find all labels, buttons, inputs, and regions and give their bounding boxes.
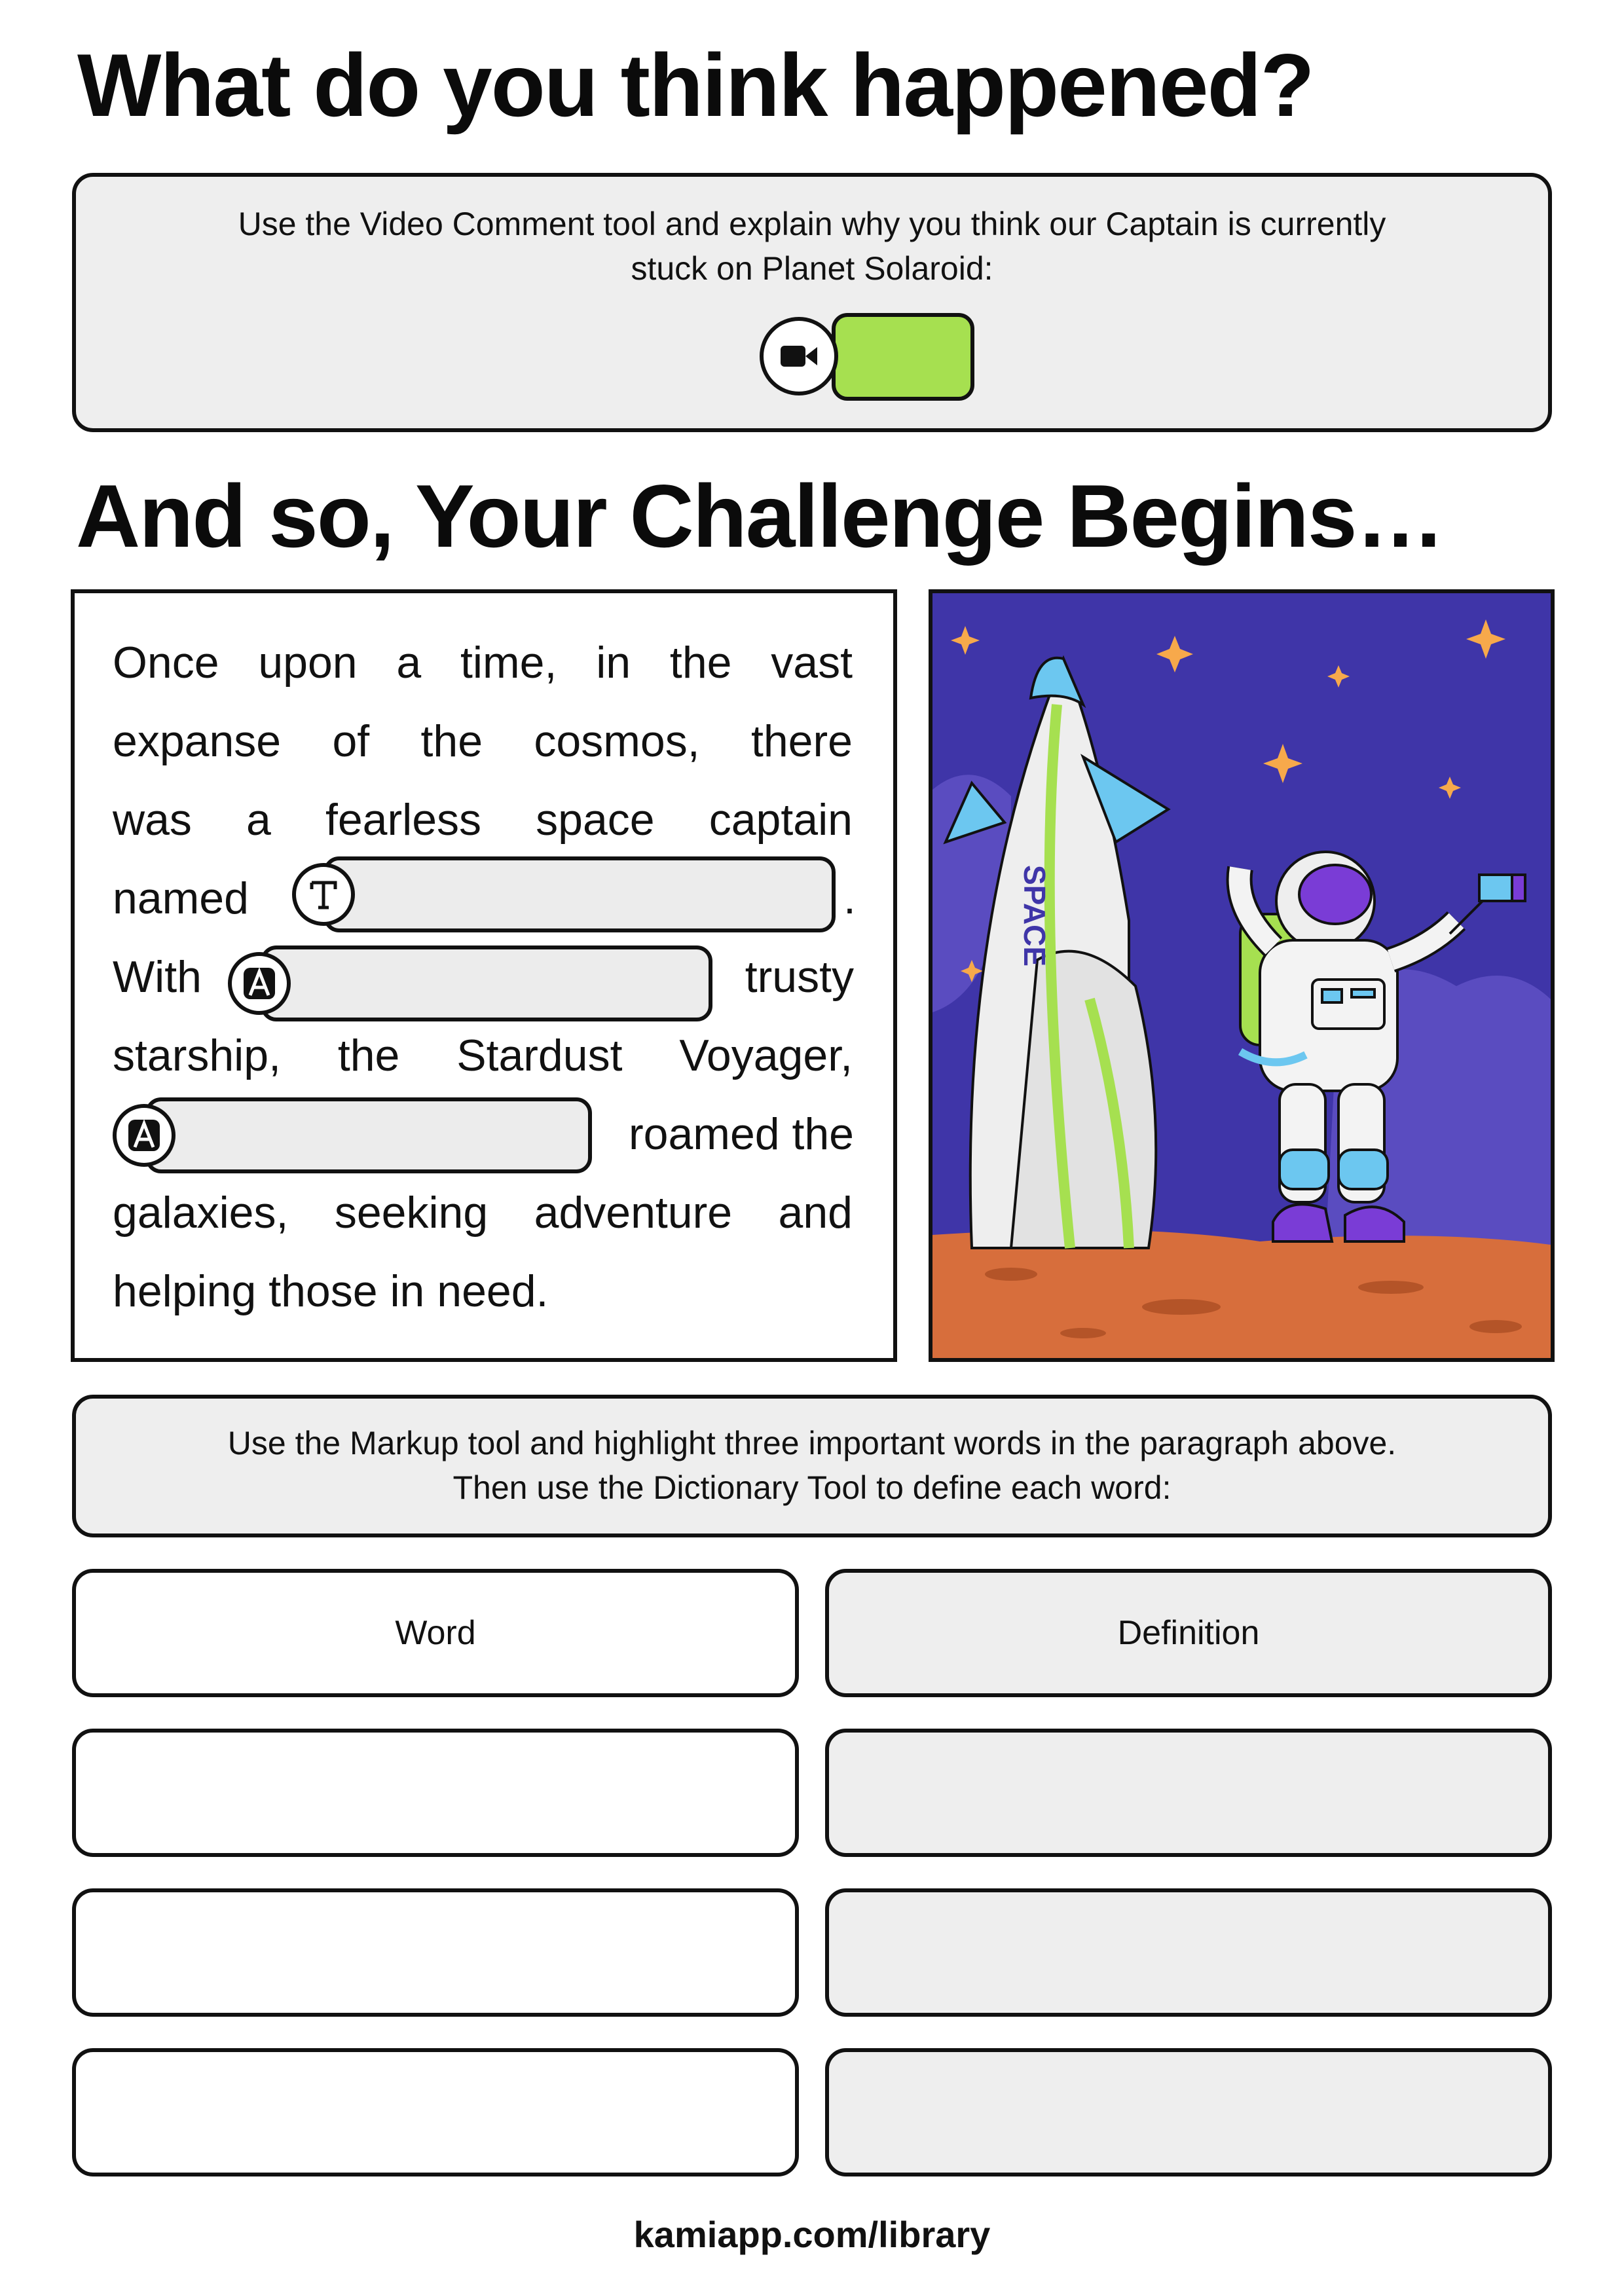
definition-field[interactable] <box>825 1729 1552 1857</box>
video-camera-icon <box>760 317 838 395</box>
definition-field[interactable] <box>825 2048 1552 2176</box>
story-line-8 <box>113 1173 853 1252</box>
story-word: starship, <box>113 1031 281 1080</box>
story-word: the <box>669 638 732 688</box>
story-word: vast <box>771 638 853 688</box>
story-word: With <box>113 952 202 1002</box>
text-tool-icon[interactable] <box>292 863 355 926</box>
rocket-label: SPACE <box>1018 865 1052 967</box>
story-word: captain <box>709 795 853 845</box>
story-line-6 <box>113 1016 853 1095</box>
story-word: the <box>420 716 483 766</box>
story-word: Once <box>113 638 219 688</box>
markup-panel <box>72 1395 1552 1537</box>
possessive-field[interactable] <box>261 946 712 1021</box>
story-box <box>71 589 897 1362</box>
action-field[interactable] <box>145 1097 592 1173</box>
story-line-3 <box>113 780 853 859</box>
story-word: seeking <box>334 1188 489 1238</box>
video-prompt-line-2: stuck on Planet Solaroid: <box>631 250 993 287</box>
story-line-2 <box>113 702 853 780</box>
challenge-title: And so, Your Challenge Begins… <box>76 466 1444 566</box>
story-word: and <box>778 1188 853 1238</box>
word-field[interactable] <box>72 1729 799 1857</box>
story-word: time, <box>460 638 557 688</box>
story-word: Stardust <box>456 1031 623 1080</box>
video-comment-field[interactable] <box>832 313 974 401</box>
story-word: adventure <box>534 1188 733 1238</box>
story-word: cosmos, <box>534 716 700 766</box>
definition-header: Definition <box>825 1569 1552 1697</box>
markup-prompt-line-2: Then use the Dictionary Tool to define each word: <box>452 1469 1172 1506</box>
markup-prompt-line-1: Use the Markup tool and highlight three important words in the paragraph above. <box>227 1425 1397 1461</box>
story-word: there <box>750 716 853 766</box>
story-word: the <box>337 1031 400 1080</box>
footer-url[interactable]: kamiapp.com/library <box>633 2214 991 2255</box>
story-word: upon <box>258 638 358 688</box>
video-comment-panel <box>72 173 1552 432</box>
story-word-trusty: trusty <box>745 952 854 1002</box>
story-line-9: helping those in need. <box>113 1266 549 1316</box>
definition-field[interactable] <box>825 1888 1552 2017</box>
page-title: What do you think happened? <box>77 35 1314 135</box>
word-header: Word <box>72 1569 799 1697</box>
story-word: fearless <box>325 795 482 845</box>
captain-name-field[interactable] <box>323 856 836 932</box>
story-word: a <box>246 795 271 845</box>
word-field[interactable] <box>72 1888 799 2017</box>
story-word: was <box>113 795 192 845</box>
story-period: . <box>843 873 856 923</box>
story-word: Voyager, <box>679 1031 853 1080</box>
video-prompt-line-1: Use the Video Comment tool and explain why you think our Captain is currently <box>238 206 1386 242</box>
story-word: space <box>536 795 655 845</box>
drawing-tool-icon[interactable] <box>228 952 291 1015</box>
story-word: in <box>596 638 631 688</box>
word-field[interactable] <box>72 2048 799 2176</box>
drawing-tool-icon[interactable] <box>113 1104 175 1167</box>
story-word: galaxies, <box>113 1188 289 1238</box>
story-roamed: roamed the <box>629 1109 854 1159</box>
story-line-1 <box>113 623 853 702</box>
story-word: a <box>396 638 422 688</box>
story-word: of <box>332 716 370 766</box>
story-word: named <box>113 873 249 923</box>
astronaut-illustration <box>929 589 1555 1362</box>
video-comment-button[interactable] <box>760 313 976 401</box>
story-word: expanse <box>113 716 282 766</box>
